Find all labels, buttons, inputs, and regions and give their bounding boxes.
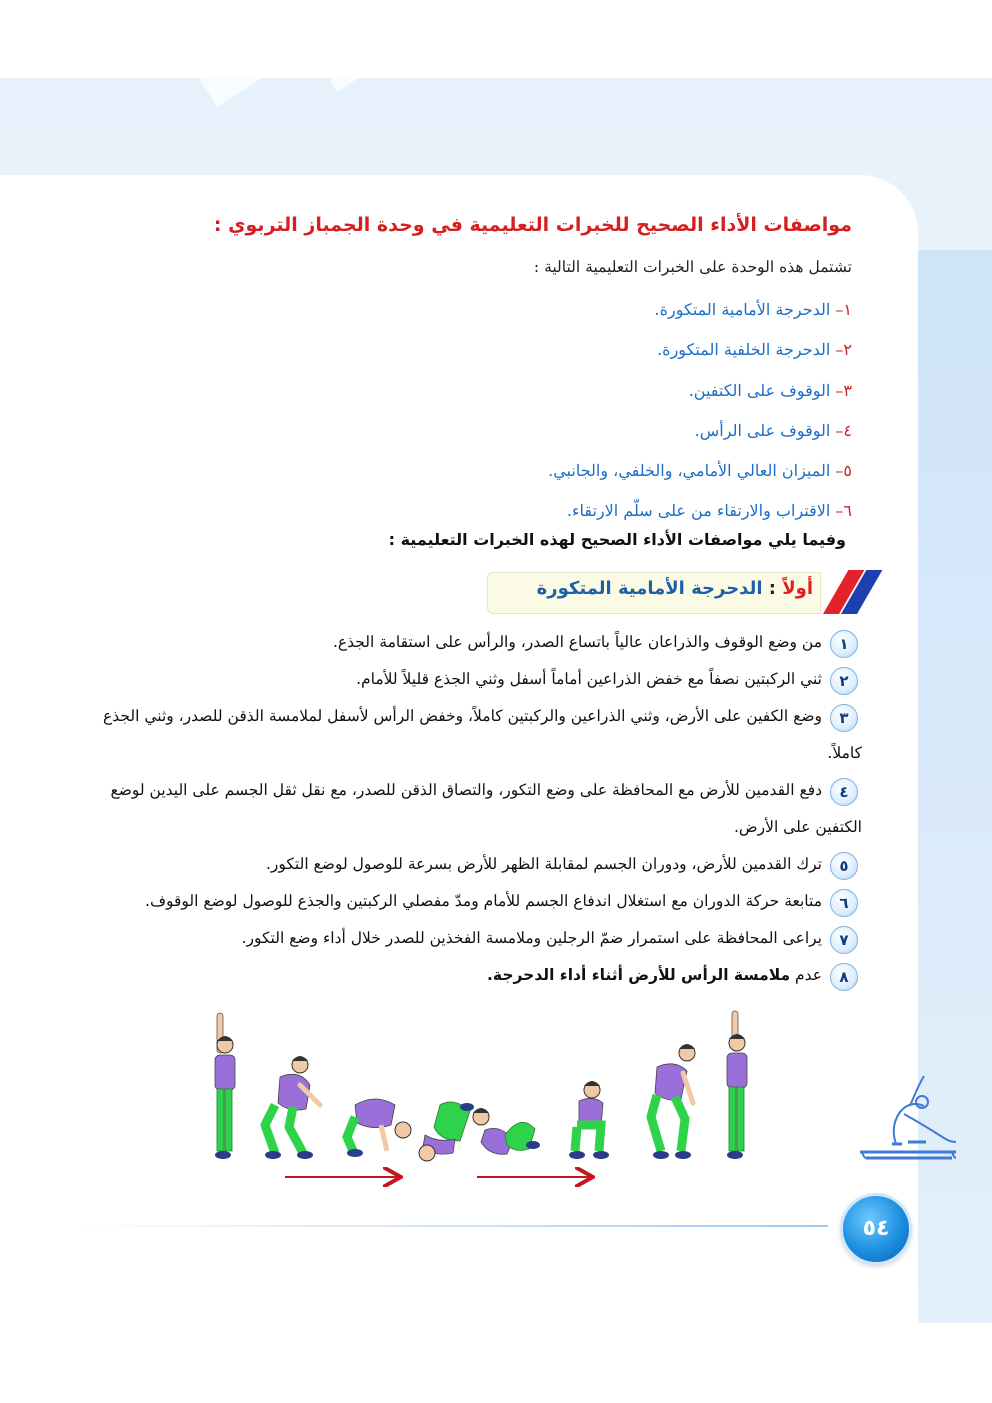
step-item <box>82 624 862 661</box>
figure-crouching <box>265 1056 320 1159</box>
section-banner <box>487 570 857 616</box>
list-item <box>92 371 852 411</box>
step-text: ترك القدمين للأرض، ودوران الجسم لمقابلة الظهر للأرض بسرعة للوصول لوضع التكور. <box>265 855 822 873</box>
list-number: ١– <box>835 300 852 319</box>
figure-hands-down <box>347 1099 411 1157</box>
step-number-badge: ٢ <box>830 667 858 695</box>
list-item <box>92 451 852 491</box>
figure-squat <box>569 1081 609 1159</box>
step-item <box>82 846 862 883</box>
experience-list <box>92 290 852 532</box>
step-text: متابعة حركة الدوران مع استغلال اندفاع الجسم للأمام ومدّ مفصلي الركبتين والجذع للوصول لوضع الوقوف. <box>145 892 822 910</box>
step-item <box>82 920 862 957</box>
step-number-badge: ٣ <box>830 704 858 732</box>
footer-divider <box>70 1225 828 1227</box>
list-item <box>92 290 852 330</box>
list-text: الوقوف على الرأس. <box>694 420 836 440</box>
step-text: وضع الكفين على الأرض، وثني الذراعين والركبتين كاملاً، وخفض الرأس لأسفل لملامسة الذقن للصدر، وثني الجذع كاملاً. <box>103 707 862 762</box>
step-text: ثني الركبتين نصفاً مع خفض الذراعين أماماً أسفل وثني الجذع قليلاً للأمام. <box>356 670 822 688</box>
steps-list <box>82 624 862 994</box>
list-text: الدحرجة الخلفية المتكورة. <box>657 340 836 360</box>
list-text: الوقوف على الكتفين. <box>688 380 836 400</box>
step-item <box>82 661 862 698</box>
figure-tucked-back <box>473 1108 540 1154</box>
step-number-badge: ٥ <box>830 852 858 880</box>
figure-standing-right <box>727 1011 747 1159</box>
step-item <box>82 698 862 772</box>
list-number: ٥– <box>835 461 852 481</box>
list-item <box>92 491 852 531</box>
figure-rolling <box>419 1102 474 1161</box>
step-text: يراعى المحافظة على استمرار ضمّ الرجلين وملامسة الفخذين للصدر خلال أداء وضع التكور. <box>241 929 822 947</box>
list-text: الدحرجة الأمامية المتكورة. <box>654 300 836 319</box>
list-number: ٢– <box>835 340 852 360</box>
page-number-badge: ٥٤ <box>840 1193 912 1265</box>
banner-title-text: الدحرجة الأمامية المتكورة <box>536 578 763 599</box>
step-item <box>82 772 862 846</box>
list-item <box>92 330 852 370</box>
step-number-badge: ٦ <box>830 889 858 917</box>
step-number-badge: ٧ <box>830 926 858 954</box>
banner-prefix: أولاً <box>782 578 813 599</box>
list-number: ٣– <box>835 380 852 400</box>
step-text-bold: ملامسة الرأس للأرض أثناء أداء الدحرجة. <box>487 966 791 984</box>
step-item <box>82 957 862 994</box>
step-number-badge: ٤ <box>830 778 858 806</box>
step-text: من وضع الوقوف والذراعان عالياً باتساع الصدر، والرأس على استقامة الجذع. <box>332 633 822 651</box>
list-text: الميزان العالي الأمامي، والخلفي، والجانبي. <box>548 461 836 481</box>
gymnast-icon <box>852 1066 962 1166</box>
banner-title <box>493 578 813 599</box>
forward-roll-illustration <box>205 1005 765 1195</box>
list-item <box>92 411 852 451</box>
step-item <box>82 883 862 920</box>
step-number-badge: ٨ <box>830 963 858 991</box>
list-text: الاقتراب والارتقاء من على سلّم الارتقاء. <box>566 501 836 521</box>
intro-text: تشتمل هذه الوحدة على الخبرات التعليمية التالية : <box>533 258 852 276</box>
section-heading: مواصفات الأداء الصحيح للخبرات التعليمية في وحدة الجمباز التربوي : <box>213 214 852 236</box>
step-text: عدم <box>790 966 822 984</box>
step-number-badge: ١ <box>830 630 858 658</box>
list-number: ٦– <box>835 501 852 521</box>
step-text: دفع القدمين للأرض مع المحافظة على وضع التكور، والتصاق الذقن للصدر، مع نقل ثقل الجسم على اليدين لوضع الكتفين على الأرض. <box>110 781 862 836</box>
list-number: ٤– <box>835 420 852 440</box>
figure-standing-left <box>215 1013 235 1159</box>
banner-colon: : <box>762 578 783 599</box>
subheading: وفيما يلي مواصفات الأداء الصحيح لهذه الخبرات التعليمية : <box>388 530 846 549</box>
figure-rising <box>651 1044 695 1159</box>
